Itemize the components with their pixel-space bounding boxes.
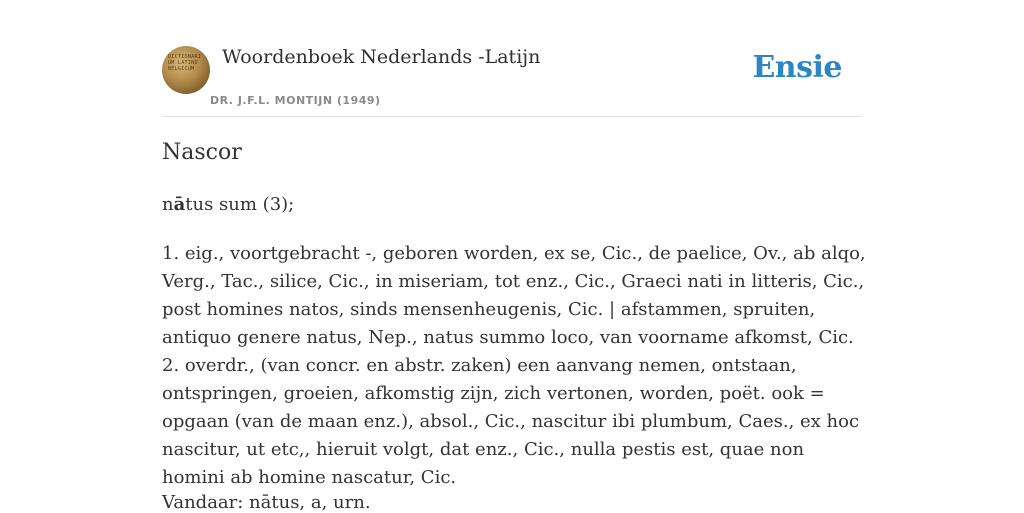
- entry-derived-forms: Vandaar: nātus, a, urn.: [162, 492, 371, 513]
- headform-suffix: tus sum (3);: [185, 194, 295, 215]
- page: [162, 0, 866, 513]
- entry-headform: [162, 194, 294, 215]
- definition-sense-1: 1. eig., voortgebracht -, geboren worden, ex se, Cic., de paelice, Ov., ab alqo, Verg., Tac., silice, Cic., in miseriam, tot enz., Cic., Graeci nati in litteris, Cic., post homines natos, sinds mensenheugenis, Cic. | afstammen, spruiten, antiquo genere natus, Nep., natus summo loco, van voorname afkomst, Cic.: [162, 243, 866, 348]
- headform-prefix: n: [162, 194, 174, 215]
- dictionary-logo[interactable]: [162, 46, 210, 94]
- entry-definition: [162, 240, 867, 492]
- ensie-logo[interactable]: Ensie: [752, 50, 842, 85]
- header: [162, 0, 862, 117]
- dictionary-title[interactable]: Woordenboek Nederlands -Latijn: [222, 46, 541, 68]
- entry-title: Nascor: [162, 140, 242, 165]
- headform-stressed-vowel: ā: [173, 194, 186, 215]
- logo-engraving: DICTIONARIUM LATINO BELGICUM: [168, 54, 202, 72]
- dictionary-author: DR. J.F.L. MONTIJN (1949): [210, 94, 381, 107]
- definition-sense-2: 2. overdr., (van concr. en abstr. zaken) een aanvang nemen, ontstaan, ontspringen, groeien, afkomstig zijn, zich vertonen, worden, poët. ook = opgaan (van de maan enz.), absol., Cic., nascitur ibi plumbum, Caes., ex hoc nascitur, ut etc,, hieruit volgt, dat enz., Cic., nulla pestis est, quae non homini ab homine nascatur, Cic.: [162, 355, 860, 488]
